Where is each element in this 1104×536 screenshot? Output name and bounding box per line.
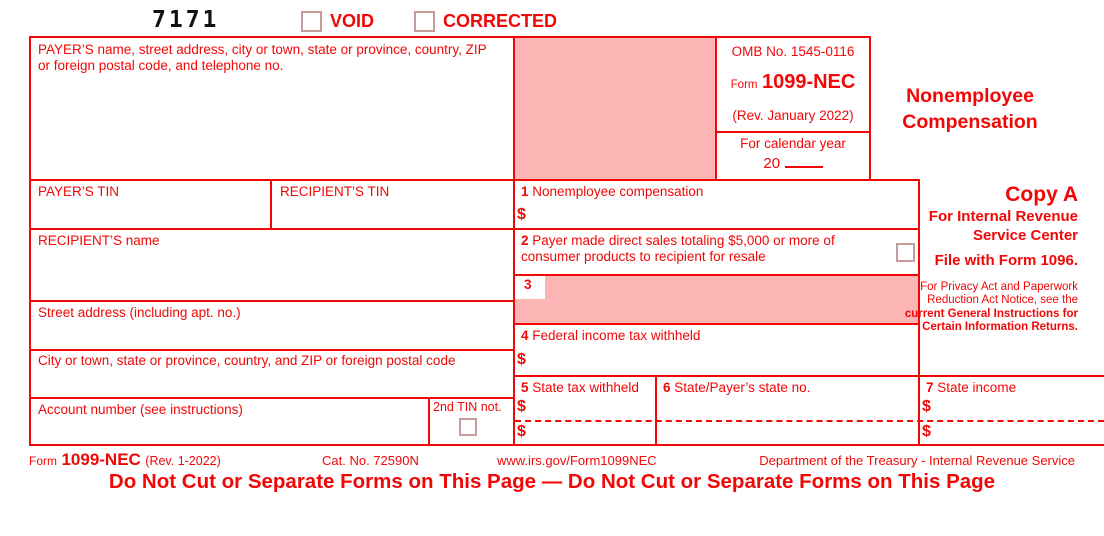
street-address-label: Street address (including apt. no.) [38,305,241,320]
calendar-year-label: For calendar year [740,136,846,151]
city-label: City or town, state or province, country, and ZIP or foreign postal code [38,353,456,368]
divider [513,36,515,444]
box2-text: Payer made direct sales totaling $5,000 or more of consumer products to recipient for resale [521,233,835,265]
form-word: Form [730,79,758,91]
divider [655,375,657,444]
copy-a-recipient [888,208,1078,246]
footer-revision: (Rev. 1-2022) [145,454,221,468]
divider [513,323,920,325]
box7-dollar-1: $ [922,398,931,415]
street-address-field[interactable] [38,305,500,343]
privacy-notice-regular: For Privacy Act and Paperwork Reduction Act Notice, see the [920,281,1078,307]
divider [270,179,272,228]
divider [869,36,871,180]
calendar-year-prefix: 20 [763,155,781,172]
recipient-tin-label: RECIPIENT’S TIN [280,184,390,199]
box2-label [521,233,876,266]
second-tin-checkbox[interactable] [459,418,477,436]
divider [513,375,1104,377]
box3-number: 3 [524,277,532,292]
footer-form-word: Form [29,454,57,468]
box5-text: State tax withheld [532,380,639,395]
form-title-line2: Compensation [902,111,1038,134]
divider [29,397,515,399]
form-number: 1099-NEC [761,71,856,93]
box7-label [926,380,1016,396]
box7-dollar-2: $ [922,423,931,440]
corrected-label: CORRECTED [443,11,558,31]
copy-a-line1: For Internal Revenue [928,208,1078,225]
privacy-notice [886,281,1078,335]
recipient-name-field[interactable] [38,233,500,293]
payer-tin-label: PAYER’S TIN [38,184,120,199]
box7-number: 7 [926,380,934,395]
box4-label [521,328,700,344]
account-number-field[interactable] [38,402,418,438]
box4-number: 4 [521,328,529,343]
box4-amount-field[interactable] [535,349,910,371]
box7-amount-field-1[interactable] [940,398,1100,418]
box4-dollar: $ [517,351,526,368]
omb-number: OMB No. 1545-0116 [731,44,855,59]
box1-amount-field[interactable] [535,204,910,226]
box7-text: State income [937,380,1017,395]
shaded-area-top [515,38,715,179]
box6-label [663,380,810,396]
city-field[interactable] [38,353,500,391]
divider [29,300,515,302]
footer-form-number: 1099-NEC [61,450,141,469]
footer-url: www.irs.gov/Form1099NEC [497,453,657,468]
footer-cat-no: Cat. No. 72590N [322,453,419,468]
divider [29,444,1104,446]
box1-label [521,184,703,200]
box5-dollar-2: $ [517,423,526,440]
divider [29,36,31,444]
recipient-tin-field[interactable] [280,184,505,222]
second-tin-label: 2nd TIN not. [433,400,502,414]
box1-text: Nonemployee compensation [532,184,704,199]
file-with-label: File with Form 1096. [934,252,1078,269]
calendar-year-blank[interactable] [785,152,823,168]
box5-dollar-1: $ [517,398,526,415]
box6-text: State/Payer’s state no. [674,380,811,395]
box1-dollar: $ [517,206,526,223]
box5-amount-field-1[interactable] [535,398,650,418]
cut-warning: Do Not Cut or Separate Forms on This Page — Do Not Cut or Separate Forms on This Page [108,470,996,493]
box1-number: 1 [521,184,529,199]
form-revision: (Rev. January 2022) [732,108,854,123]
divider [29,228,920,230]
copy-a-heading: Copy A [1005,183,1078,206]
account-number-label: Account number (see instructions) [38,402,243,417]
void-checkbox[interactable] [301,11,322,32]
divider [29,179,920,181]
void-label: VOID [330,11,375,31]
form-title [880,83,1060,136]
payer-tin-field[interactable] [38,184,262,222]
box6-field-2[interactable] [660,423,915,442]
form-code: 7171 [152,7,220,33]
divider [513,274,920,276]
form-title-line1: Nonemployee [906,85,1034,107]
payer-info-label: PAYER’S name, street address, city or town, state or province, country, ZIP or foreign postal code, and telephone no. [38,42,487,74]
box7-amount-field-2[interactable] [940,423,1100,442]
box6-field-1[interactable] [660,398,915,418]
corrected-checkbox[interactable] [414,11,435,32]
box4-text: Federal income tax withheld [532,328,701,343]
payer-info-field[interactable] [38,42,500,172]
footer-dept: Department of the Treasury - Internal Revenue Service [759,453,1075,468]
copy-a-line2: Service Center [972,226,1078,244]
box5-number: 5 [521,380,529,395]
box5-amount-field-2[interactable] [535,423,650,442]
amount-separator-dashed [515,420,1104,422]
divider [428,397,430,444]
box5-label [521,380,639,396]
box3-shaded-area [515,276,918,323]
recipient-name-label: RECIPIENT’S name [38,233,160,248]
divider [29,349,515,351]
box6-number: 6 [663,380,671,395]
box3-label-box [515,276,545,299]
privacy-notice-bold: current General Instructions for Certain Information Returns. [904,307,1078,334]
box2-number: 2 [521,233,529,248]
